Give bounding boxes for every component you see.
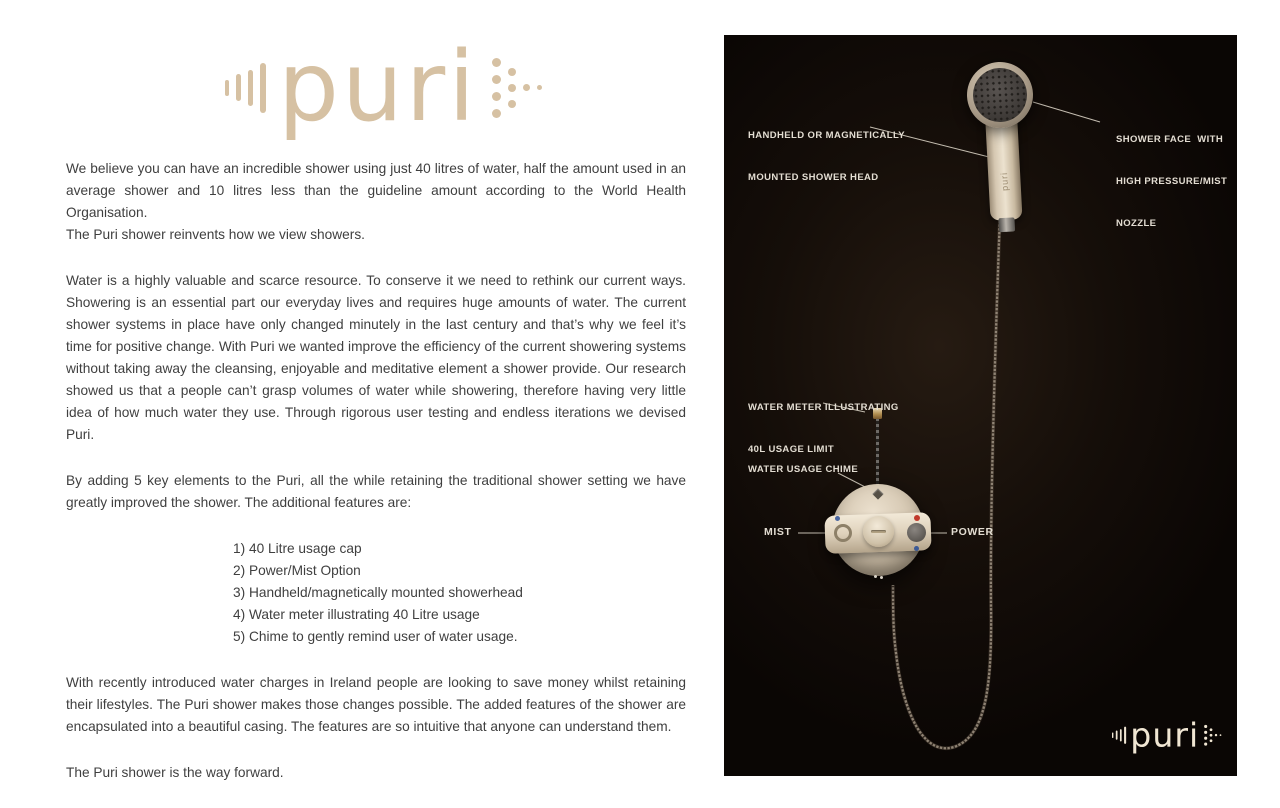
annotation-handheld-line2: MOUNTED SHOWER HEAD <box>748 172 879 183</box>
puri-footer-logo <box>1112 717 1221 753</box>
puri-logo <box>225 31 542 144</box>
annotation-meter-line2: 40L USAGE LIMIT <box>748 444 835 455</box>
annotation-shower-face <box>1116 105 1227 259</box>
annotation-handheld-line1: HANDHELD OR MAGNETICALLY <box>748 130 906 141</box>
shower-handle <box>985 119 1022 221</box>
leader-line-shower-face <box>1033 102 1100 122</box>
logo-dots-icon <box>492 58 542 118</box>
logo-soundwave-bars-icon <box>225 63 266 113</box>
mist-selector-ring <box>834 524 852 542</box>
shower-hose <box>893 213 1000 748</box>
annotation-face-line3: NOZZLE <box>1116 218 1157 229</box>
features-intro-paragraph: By adding 5 key elements to the Puri, all the while retaining the traditional shower setting we have greatly improved the shower. The additional features are: <box>66 473 686 510</box>
mist-label: MIST <box>764 526 792 538</box>
hose-connector <box>998 217 1015 232</box>
power-selector-button <box>907 523 926 542</box>
mist-marker-dot <box>835 516 840 521</box>
article-copy <box>66 158 686 808</box>
body-paragraph-2: With recently introduced water charges in Ireland people are looking to save money whilst retaining their lifestyles. The Puri shower makes those changes possible. The added features of the shower are encapsulated into a beautiful casing. The features are so intuitive that anyone can understand them. <box>66 675 686 734</box>
feature-item-4: 4) Water meter illustrating 40 Litre usage <box>233 607 480 622</box>
body-paragraph-1: Water is a highly valuable and scarce resource. To conserve it we need to rethink our current ways. Showering is an essential part our everyday lives and requires huge amounts of water. The current shower systems in place have only changed minutely in the last century and that’s why we feel it’s time for positive change. With Puri we wanted improve the efficiency of the current showering systems without taking away the cleansing, enjoyable and meditative element a shower provide. Our research showed us that a people can’t grasp volumes of water while showering, therefore having very little idea of how much water they use. Through rigorous user testing and endless iterations we devised Puri. <box>66 273 686 442</box>
center-knob <box>863 516 894 547</box>
secondary-blue-marker-dot <box>914 546 919 551</box>
outlet-dot <box>874 575 877 578</box>
shower-head-assembly <box>965 60 1040 228</box>
handle-brand-text: puri <box>999 171 1011 192</box>
closing-line: The Puri shower is the way forward. <box>66 765 284 780</box>
shower-hose-shadow <box>893 213 1000 748</box>
footer-logo-dots-icon <box>1204 725 1221 746</box>
annotation-chime: WATER USAGE CHIME <box>748 464 859 475</box>
feature-item-2: 2) Power/Mist Option <box>233 563 361 578</box>
power-marker-dot <box>914 515 920 521</box>
feature-item-1: 1) 40 Litre usage cap <box>233 541 362 556</box>
intro-paragraph <box>66 158 686 246</box>
features-list <box>233 538 686 648</box>
annotation-handheld <box>748 101 905 213</box>
annotation-face-line2: HIGH PRESSURE/MIST <box>1116 176 1228 187</box>
product-photo-panel <box>724 35 1237 776</box>
logo-wordmark: puri <box>278 31 478 144</box>
outlet-dot <box>880 576 883 579</box>
feature-item-5: 5) Chime to gently remind user of water usage. <box>233 629 518 644</box>
feature-item-3: 3) Handheld/magnetically mounted showerhead <box>233 585 523 600</box>
footer-logo-soundwave-bars-icon <box>1112 726 1126 743</box>
power-label: POWER <box>951 526 994 538</box>
annotation-meter-line1: WATER METER ILLUSTRATING <box>748 402 899 413</box>
intro-line-1: We believe you can have an incredible shower using just 40 litres of water, half the amount used in an average shower and 10 litres less than the guideline amount according to the World Health Organisation. <box>66 161 686 220</box>
intro-line-2: The Puri shower reinvents how we view showers. <box>66 227 365 242</box>
annotation-face-line1: SHOWER FACE WITH <box>1116 134 1224 145</box>
footer-logo-wordmark: puri <box>1130 715 1200 755</box>
